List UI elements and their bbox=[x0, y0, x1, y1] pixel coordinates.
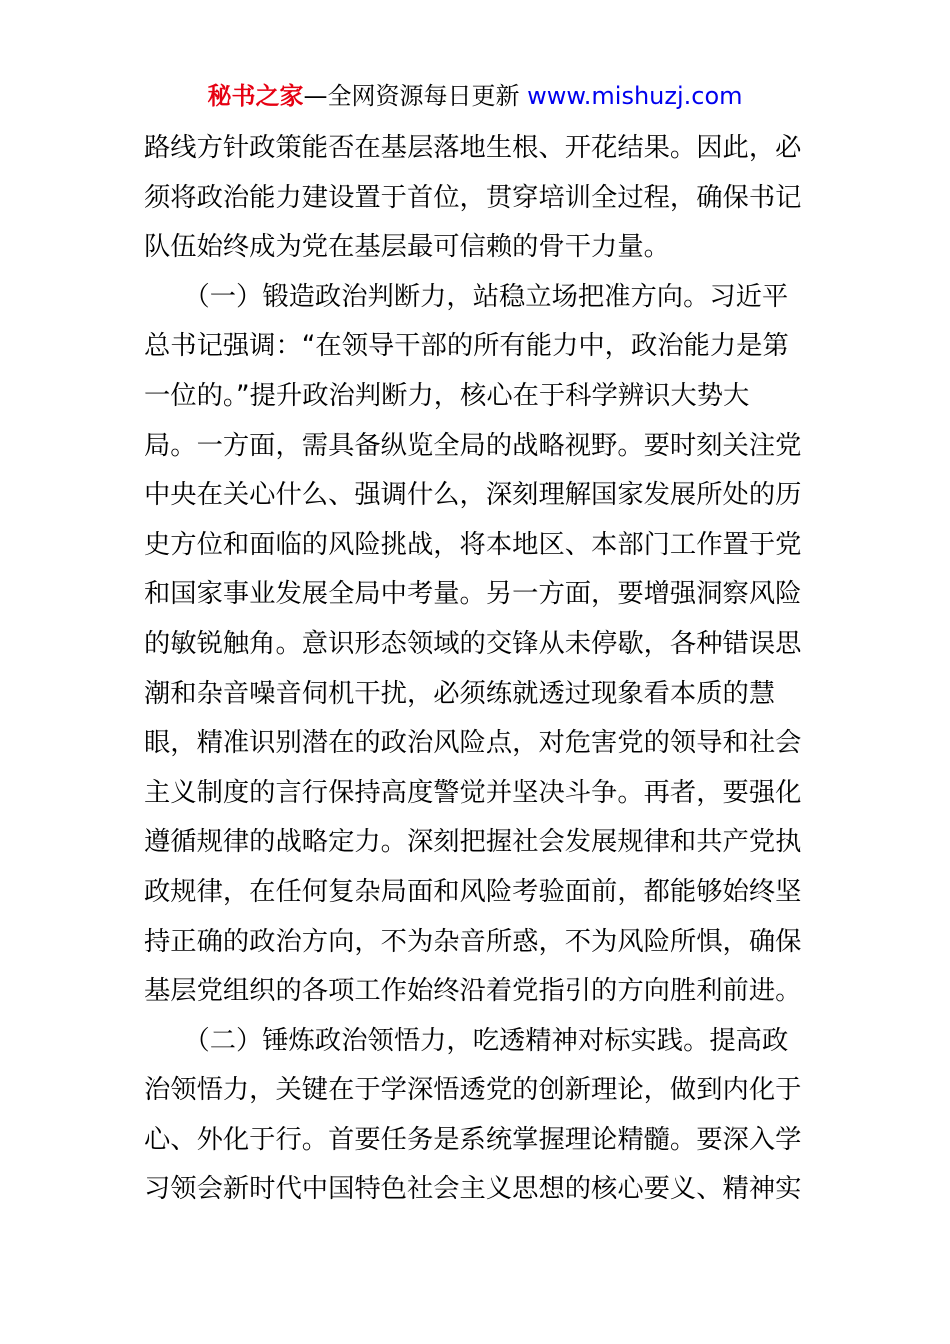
text-line: 潮和杂音噪音伺机干扰，必须练就透过现象看本质的慧 bbox=[144, 678, 776, 709]
text-line: 政规律，在任何复杂局面和风险考验面前，都能够始终坚 bbox=[144, 876, 802, 907]
site-header bbox=[0, 80, 950, 112]
text-line: 路线方针政策能否在基层落地生根、开花结果。因此，必 bbox=[144, 133, 802, 163]
text-line: 的敏锐触角。意识形态领域的交锋从未停歇，各种错误思 bbox=[144, 628, 802, 659]
text-line: 心、外化于行。首要任务是系统掌握理论精髓。要深入学 bbox=[144, 1124, 802, 1155]
text-line: 局。一方面，需具备纵览全局的战略视野。要时刻关注党 bbox=[144, 430, 802, 461]
document-body bbox=[144, 124, 808, 1215]
site-tagline: —全网资源每日更新 bbox=[303, 82, 520, 110]
text-line: 史方位和面临的风险挑战，将本地区、本部门工作置于党 bbox=[144, 529, 802, 560]
text-line: 和国家事业发展全局中考量。另一方面，要增强洞察风险 bbox=[144, 579, 802, 610]
text-line: 一位的。”提升政治判断力，核心在于科学辨识大势大 bbox=[144, 380, 750, 411]
text-line: 基层党组织的各项工作始终沿着党指引的方向胜利前进。 bbox=[144, 976, 802, 1007]
text-line: （二）锤炼政治领悟力，吃透精神对标实践。提高政 bbox=[144, 1025, 789, 1056]
site-brand: 秘书之家 bbox=[207, 82, 304, 110]
text-line: 中央在关心什么、强调什么，深刻理解国家发展所处的历 bbox=[144, 480, 802, 511]
text-line: 治领悟力，关键在于学深悟透党的创新理论，做到内化于 bbox=[144, 1075, 802, 1106]
text-line: 习领会新时代中国特色社会主义思想的核心要义、精神实 bbox=[144, 1174, 802, 1205]
text-line: 眼，精准识别潜在的政治风险点，对危害党的领导和社会 bbox=[144, 728, 802, 759]
text-line: 总书记强调：“在领导干部的所有能力中，政治能力是第 bbox=[144, 331, 789, 362]
text-line: 队伍始终成为党在基层最可信赖的骨干力量。 bbox=[144, 232, 670, 263]
text-line: 主义制度的言行保持高度警觉并坚决斗争。再者，要强化 bbox=[144, 777, 802, 808]
text-line: 须将政治能力建设置于首位，贯穿培训全过程，确保书记 bbox=[144, 182, 802, 213]
text-line: （一）锻造政治判断力，站稳立场把准方向。习近平 bbox=[144, 281, 789, 312]
text-line: 持正确的政治方向，不为杂音所惑，不为风险所惧，确保 bbox=[144, 926, 802, 957]
site-url-link[interactable]: www.mishuzj.com bbox=[527, 82, 743, 110]
text-line: 遵循规律的战略定力。深刻把握社会发展规律和共产党执 bbox=[144, 827, 802, 858]
